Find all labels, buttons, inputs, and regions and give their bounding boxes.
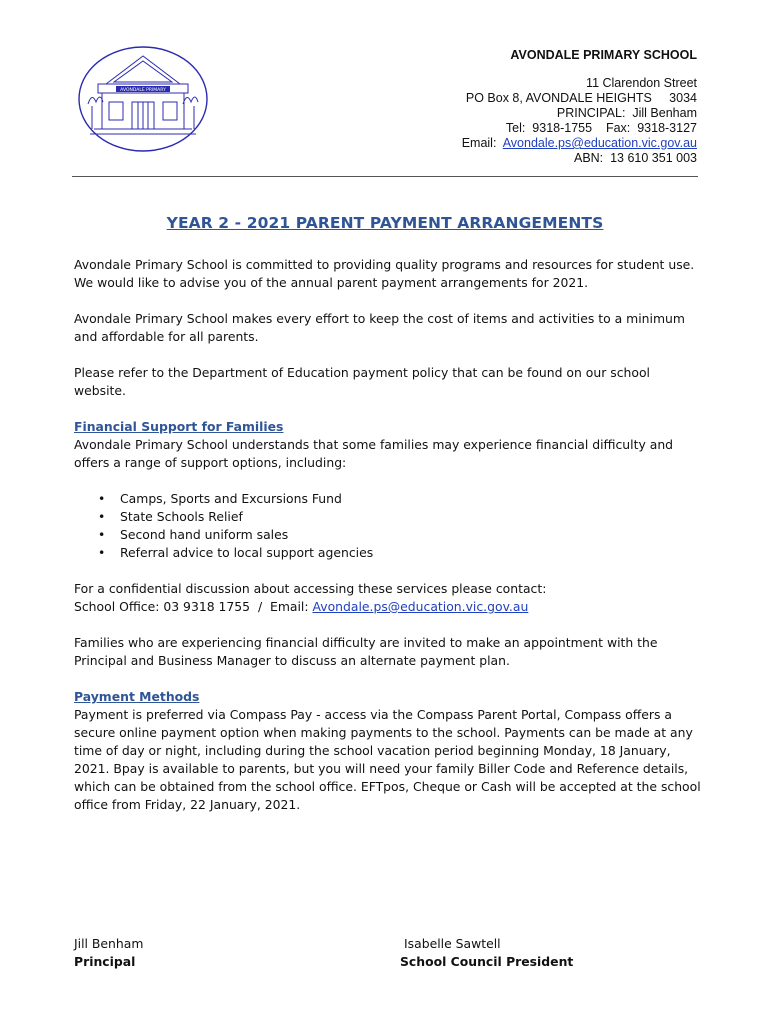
letter-body [74,256,702,832]
list-item: • Referral advice to local support agencies [120,544,702,562]
contact-paragraph [74,580,702,616]
financial-support-intro: Avondale Primary School understands that some families may experience financial difficulty and offers a range of support options, including: [74,437,674,470]
list-item: • Camps, Sports and Excursions Fund [120,490,702,508]
page-title: YEAR 2 - 2021 PARENT PAYMENT ARRANGEMENTS [166,214,604,232]
tel-fax-line: Tel: 9318-1755 Fax: 9318-3127 [505,121,697,135]
abn-line: ABN: 13 610 351 003 [573,151,697,165]
appointment-paragraph: Families who are experiencing financial difficulty are invited to make an appointment with the Principal and Business Manager to discuss an alternate payment plan. [74,635,658,668]
principal-signature [74,935,143,971]
payment-methods-text: Payment is preferred via Compass Pay - access via the Compass Parent Portal, Compass offers a secure online payment option when making payments to the school. Payments can be made at any time of day or night, including during the school vacation period beginning Monday, 18 January, 2021. Bpay is available to parents, but you will need your family Biller Code and Reference details, which can be obtained from the school office. EFTpos, Cheque or Cash will be accepted at the school office from Friday, 22 January, 2021. [74,707,701,812]
intro-paragraph: Avondale Primary School is committed to providing quality programs and resources for student use. We would like to advise you of the annual parent payment arrangements for 2021. [74,257,695,290]
contact-line-2: School Office: 03 9318 1755 / Email: [74,599,313,614]
logo-text: AVONDALE PRIMARY [120,88,166,93]
payment-methods-heading: Payment Methods [74,689,200,704]
header-email-link[interactable]: Avondale.ps@education.vic.gov.au [502,136,697,150]
principal-name: Jill Benham [74,936,144,951]
list-item: • State Schools Relief [120,508,702,526]
letterhead [0,0,770,180]
contact-line-1: For a confidential discussion about accessing these services please contact: [74,581,547,596]
contact-email-link[interactable]: Avondale.ps@education.vic.gov.au [312,599,529,614]
street-address: 11 Clarendon Street [586,76,697,90]
school-address-block [462,48,697,166]
school-name: AVONDALE PRIMARY SCHOOL [510,48,697,62]
cost-paragraph: Avondale Primary School makes every effort to keep the cost of items and activities to a minimum and affordable for all parents. [74,311,685,344]
principal-line: PRINCIPAL: Jill Benham [556,106,697,120]
email-label: Email: [461,136,503,150]
policy-paragraph: Please refer to the Department of Education payment policy that can be found on our school website. [74,365,650,398]
email-line [462,136,697,151]
council-president-signature [400,935,573,971]
principal-role: Principal [74,954,136,969]
president-name: Isabelle Sawtell [404,936,501,951]
po-box: PO Box 8, AVONDALE HEIGHTS 3034 [465,91,697,105]
school-logo [76,44,210,154]
support-options-list [74,490,702,562]
president-role: School Council President [400,954,574,969]
financial-support-heading: Financial Support for Families [74,419,284,434]
header-divider [72,176,698,177]
list-item: • Second hand uniform sales [120,526,702,544]
